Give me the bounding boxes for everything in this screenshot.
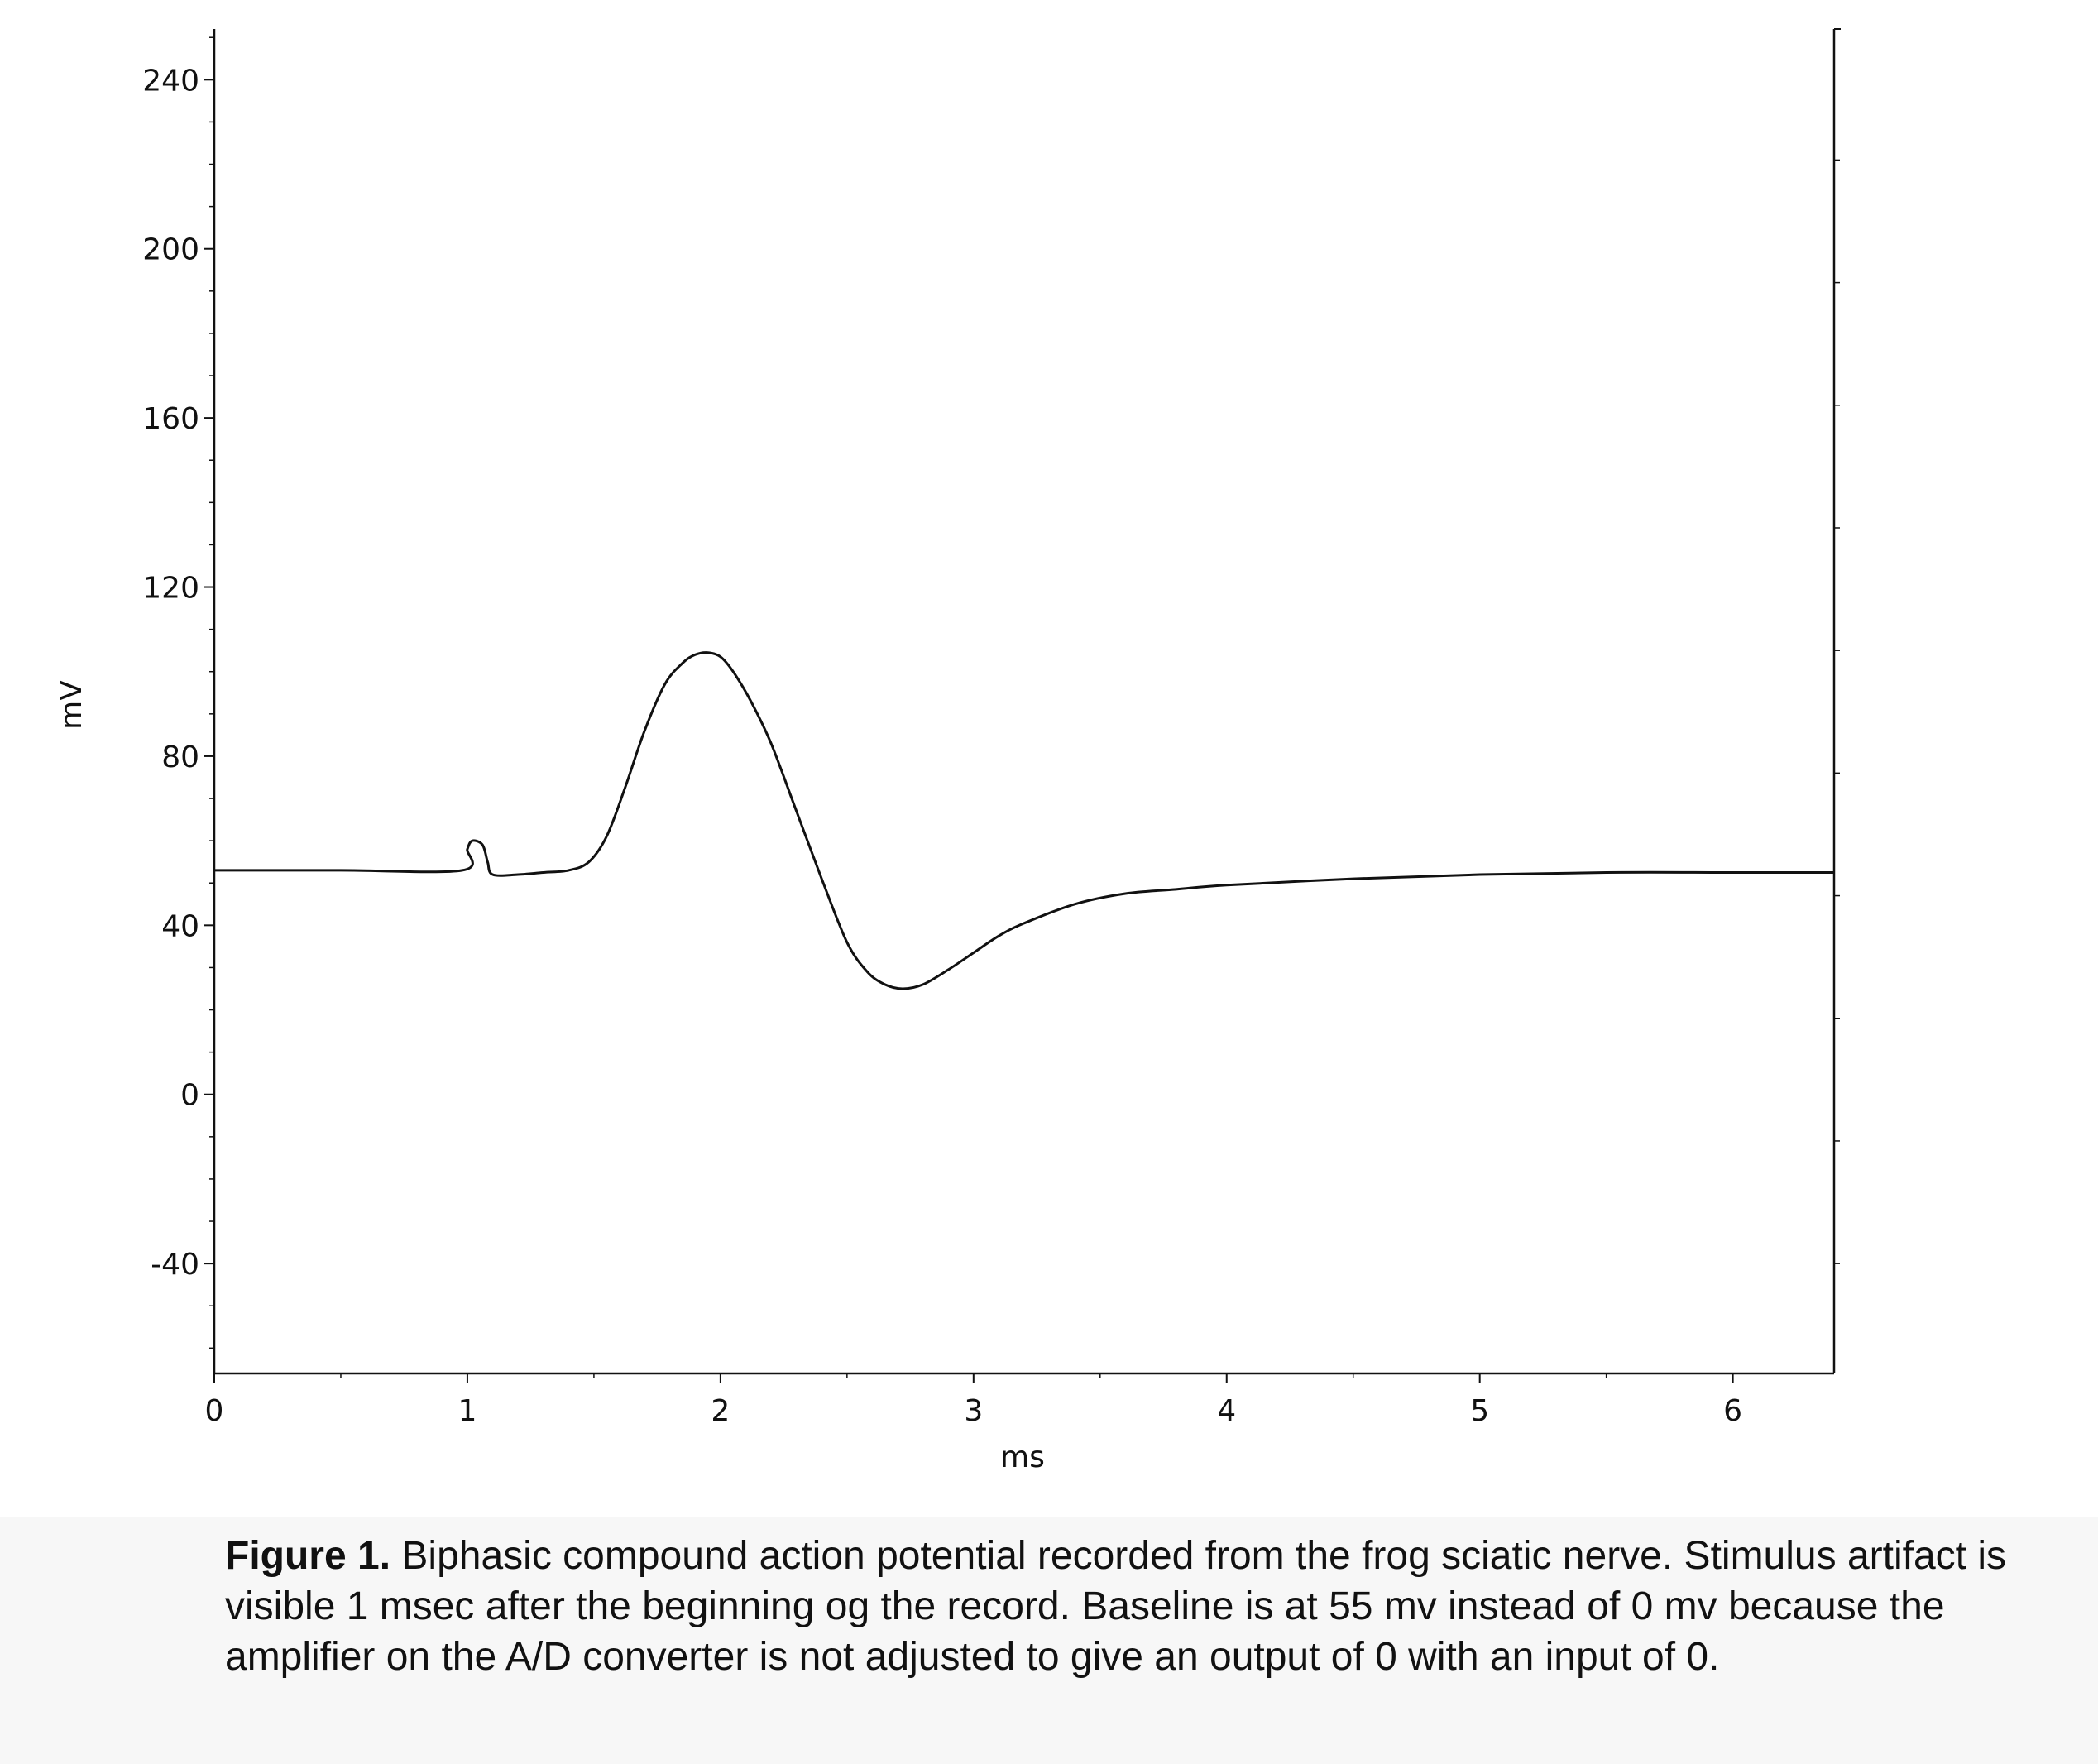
x-tick-label: 6 (1723, 1394, 1743, 1428)
x-tick-label: 1 (457, 1394, 477, 1428)
y-axis-label: mV (55, 680, 89, 730)
y-tick-label: 40 (161, 909, 199, 944)
chart-series (214, 653, 1834, 989)
chart-ticks (204, 37, 1840, 1383)
chart-axes (214, 29, 1841, 1373)
x-tick-label: 0 (204, 1394, 224, 1428)
caption-text: Biphasic compound action potential recorded from the frog sciatic nerve. Stimulus artifact is visible 1 msec after the beginning og the record. Baseline is at 55 mv instead of 0 mv because the amplifier on the A/D converter is not adjusted to give an output of 0 with an input of 0. (225, 1534, 2006, 1679)
y-tick-label: 240 (142, 64, 199, 98)
y-tick-label: 0 (180, 1078, 199, 1113)
figure-caption (225, 1531, 2012, 1682)
y-tick-label: 120 (142, 571, 199, 606)
x-tick-label: 5 (1470, 1394, 1490, 1428)
caption-label: Figure 1. (225, 1534, 391, 1578)
x-tick-label: 4 (1217, 1394, 1237, 1428)
x-tick-label: 2 (711, 1394, 730, 1428)
x-tick-label: 3 (964, 1394, 984, 1428)
x-axis-label: ms (1000, 1440, 1045, 1474)
y-tick-label: 80 (161, 740, 199, 774)
y-tick-label: 200 (142, 232, 199, 267)
y-tick-label: -40 (151, 1248, 199, 1282)
y-tick-label: 160 (142, 402, 199, 437)
series-line (214, 653, 1834, 989)
chart-tick-labels (142, 64, 1742, 1428)
